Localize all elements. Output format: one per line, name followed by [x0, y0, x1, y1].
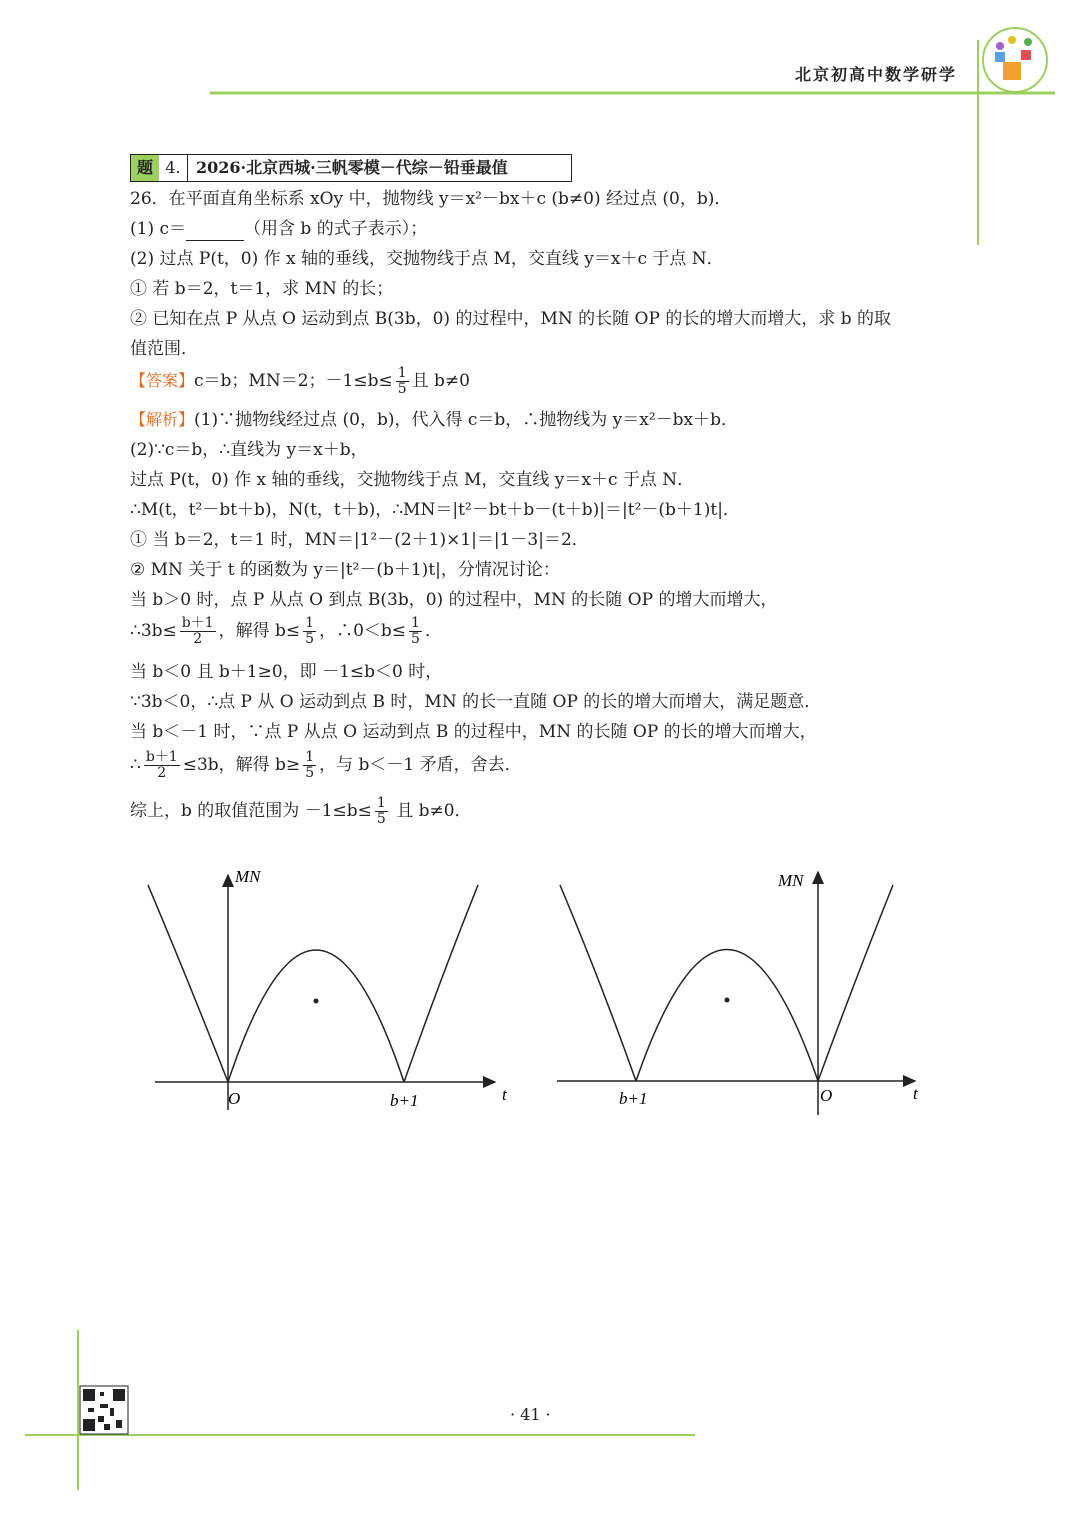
analysis-tag: 【解析】	[130, 410, 195, 429]
question-header	[130, 154, 572, 182]
y-axis-label: MN	[778, 871, 804, 890]
tree-logo-icon	[983, 28, 1047, 92]
curve-right-branch	[818, 885, 893, 1081]
analysis-line: ∵3b＜0，∴点 P 从 O 运动到点 B 时，MN 的长一直随 OP 的长的增大而增大，满足题意．	[130, 692, 822, 712]
graph-left	[140, 860, 520, 1120]
answer-tag: 【答案】	[130, 371, 195, 390]
analysis-line: 当 b＜0 且 b＋1≥0，即 －1≤b＜0 时，	[130, 662, 443, 682]
question-title: 2026·北京西城·三帆零模－代综－铅垂最值	[196, 158, 508, 177]
answer-text: 且 b≠0	[411, 371, 470, 391]
analysis-line: ∴M(t，t²－bt＋b)，N(t，t＋b)，∴MN＝|t²－bt＋b－(t＋b)|＝|t²－(b＋1)t|．	[130, 500, 740, 520]
curve-arch	[228, 950, 404, 1082]
root-label: b+1	[619, 1089, 648, 1108]
brand-title: 北京初高中数学研学	[795, 65, 958, 84]
curve-arch	[636, 950, 818, 1082]
problem-line	[130, 217, 427, 241]
fraction: $\frac{1}{5}$	[397, 365, 407, 397]
x-axis-label: t	[913, 1084, 918, 1103]
vertex-point	[314, 999, 319, 1004]
problem-line: ① 若 b＝2，t＝1，求 MN 的长；	[130, 279, 394, 299]
analysis-line: 当 b＞0 时，点 P 从点 O 到点 B(3b，0) 的过程中，MN 的长随 OP 的增大而增大，	[130, 590, 778, 610]
origin-label: O	[228, 1089, 241, 1108]
analysis-line: ∴3b≤ $\frac{b+1}{2}$ ，解得 b≤ $\frac{1}{5}$ ，∴0＜b≤ $\frac{1}{5}$ ．	[130, 615, 442, 647]
problem-line: 值范围．	[130, 339, 198, 359]
curve-left-branch	[148, 885, 228, 1082]
analysis-line: ② MN 关于 t 的函数为 y＝|t²－(b＋1)t|，分情况讨论：	[130, 560, 560, 580]
problem-line: 26．在平面直角坐标系 xOy 中，抛物线 y＝x²－bx＋c (b≠0) 经过点 (0，b)．	[130, 189, 732, 209]
fraction: $\frac{1}{5}$	[305, 749, 315, 781]
analysis-line: 过点 P(t，0) 作 x 轴的垂线，交抛物线于点 M，交直线 y＝x＋c 于点 N．	[130, 470, 695, 490]
analysis-line: ∴ $\frac{b+1}{2}$ ≤3b，解得 b≥ $\frac{1}{5}$ ，与 b＜－1 矛盾，舍去．	[130, 749, 522, 781]
problem-line: ② 已知在点 P 从点 O 运动到点 B(3b，0) 的过程中，MN 的长随 OP 的长的增大而增大，求 b 的取	[130, 309, 892, 329]
answer-text: c＝b；MN＝2；－1≤b≤	[194, 371, 393, 391]
answer-line	[130, 366, 470, 397]
answer-blank	[186, 222, 244, 241]
problem-part1-prefix: (1) c＝	[130, 219, 187, 239]
origin-label: O	[820, 1086, 833, 1105]
curve-right-branch	[404, 885, 478, 1082]
fraction: $\frac{b+1}{2}$	[181, 615, 214, 647]
vertex-point	[725, 998, 730, 1003]
analysis-line: 当 b＜－1 时，∵点 P 从点 O 运动到点 B 的过程中，MN 的长随 OP 的长的增大而增大，	[130, 722, 817, 742]
fraction: $\frac{1}{5}$	[305, 615, 315, 647]
analysis-line: 【解析】(1)∵抛物线经过点 (0，b)，代入得 c＝b，∴抛物线为 y＝x²－bx＋b．	[130, 410, 739, 430]
problem-part1-suffix: （用含 b 的式子表示）；	[244, 219, 428, 239]
curve-left-branch	[560, 885, 636, 1081]
page-number: · 41 ·	[510, 1405, 551, 1424]
x-axis-label: t	[502, 1085, 507, 1104]
y-axis-label: MN	[235, 867, 261, 886]
fraction: $\frac{b+1}{2}$	[145, 749, 178, 781]
graph-right	[545, 860, 945, 1120]
problem-line: (2) 过点 P(t，0) 作 x 轴的垂线，交抛物线于点 M，交直线 y＝x＋c 于点 N．	[130, 249, 724, 269]
root-label: b+1	[390, 1091, 419, 1110]
analysis-line: ① 当 b＝2，t＝1 时，MN＝|1²－(2＋1)×1|＝|1－3|＝2．	[130, 530, 589, 550]
fraction: $\frac{1}{5}$	[376, 795, 386, 827]
qr-code-icon	[80, 1386, 128, 1434]
question-label: 题	[131, 155, 159, 181]
analysis-line: 综上，b 的取值范围为 －1≤b≤ $\frac{1}{5}$ 且 b≠0．	[130, 795, 472, 827]
fraction: $\frac{1}{5}$	[411, 615, 420, 647]
question-number: 4.	[159, 155, 188, 181]
analysis-line: (2)∵c＝b，∴直线为 y＝x＋b，	[130, 440, 368, 460]
